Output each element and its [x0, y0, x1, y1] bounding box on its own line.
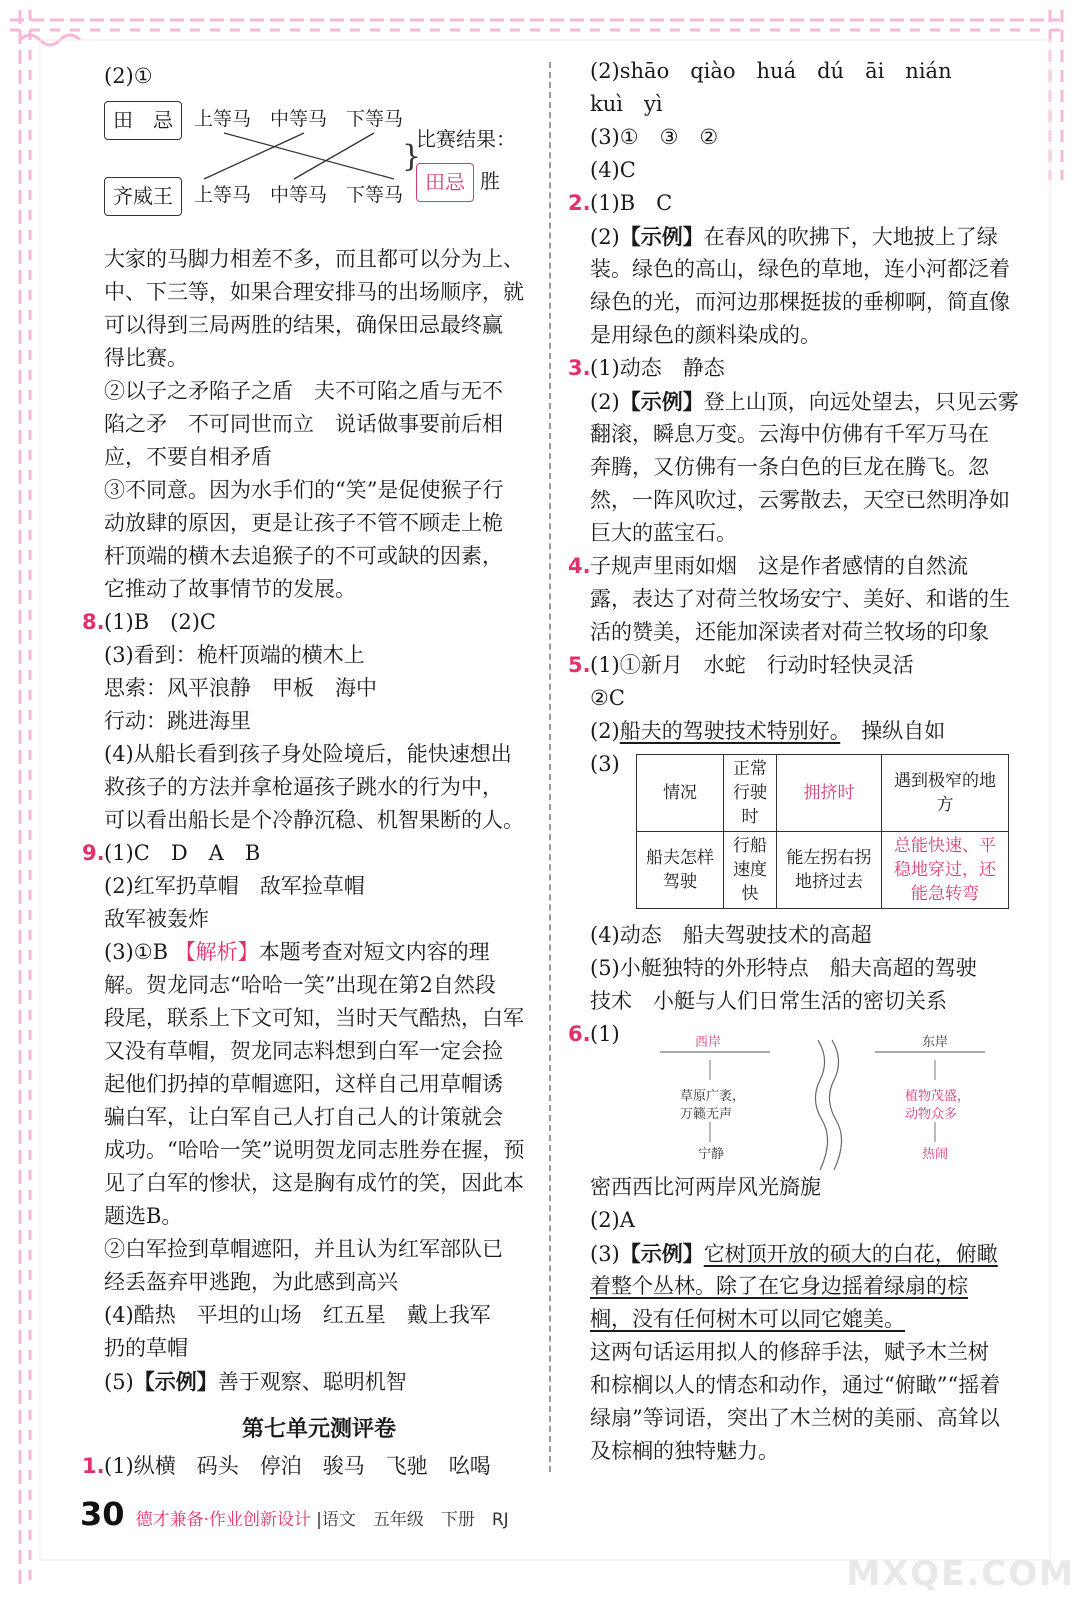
tianji-box: 田 忌 [104, 101, 182, 140]
text-line: (1)①新月 水蛇 行动时轻快灵活 [590, 653, 914, 677]
text-line: 在春风的吹拂下，大地披上了绿 [703, 225, 998, 249]
text-line: 杆顶端的横木去追猴子的不可或缺的因素， [104, 544, 503, 568]
q9-5-prefix: (5) [104, 1370, 134, 1394]
text-line: 见了白军的惨状，这是胸有成竹的笑，因此本 [104, 1171, 524, 1195]
east-word: 热闹 [922, 1147, 949, 1162]
matchup-lines [194, 129, 414, 183]
pinyin-line: (2)shāo qiào huá dú āi nián [590, 59, 952, 83]
text-line: (1)动态 静态 [590, 356, 725, 380]
question-8 [82, 606, 534, 837]
text-line: 段尾，联系上下文可知，当时天气酷热，白军 [104, 1006, 524, 1030]
tianji-horses: 上等马 中等马 下等马 [194, 108, 404, 130]
text-line: (2)A [590, 1208, 635, 1232]
text-line: (1) [590, 1022, 620, 1046]
page-footer [80, 1495, 509, 1533]
underlined-text: 它树顶开放的硕大的白花，俯瞰 [703, 1242, 998, 1266]
text-line: 和棕榈以人的情态和动作，通过“俯瞰”“摇着 [590, 1373, 1001, 1397]
text-line: 活的赞美，还能加深读者对荷兰牧场的印象 [590, 620, 989, 644]
text-line: 骗白军，让白军自己人打自己人的计策就会 [104, 1105, 503, 1129]
text-line: 思索：风平浪静 甲板 海中 [104, 676, 377, 700]
text-line: 中、下三等，如果合理安排马的出场顺序，就 [104, 280, 524, 304]
text-line: 题选B。 [104, 1204, 183, 1228]
underlined-text: 着整个丛林。除了在它身边摇着绿扇的棕 [590, 1274, 968, 1298]
q7-2-1: (2)① [104, 64, 153, 88]
text-line: 可以看出船长是个冷静沉稳、机智果断的人。 [104, 808, 524, 832]
text-line: 陷之矛 不可同世而立 说话做事要前后相 [104, 412, 503, 436]
text-line: 巨大的蓝宝石。 [590, 521, 737, 545]
example-tag: 【示例】 [133, 1369, 218, 1394]
text-line: 起他们扔掉的草帽遮阳，这样自己用草帽诱 [104, 1072, 503, 1096]
win-label: 胜 [480, 169, 500, 193]
text-line: 绿扇”等词语，突出了木兰树的美丽、高耸以 [590, 1406, 1000, 1430]
text-line: ②以子之矛陷子之盾 夫不可陷之盾与无不 [104, 379, 503, 403]
q9-3-prefix: (3)①B [104, 940, 175, 964]
qiwei-box: 齐威王 [104, 177, 182, 216]
brand-text: 德才兼备·作业创新设计 [135, 1510, 312, 1530]
west-desc: 万籁无声 [680, 1107, 733, 1122]
brace: } [402, 139, 422, 174]
table-cell: 行船速度快 [724, 832, 777, 909]
example-tag: 【示例】 [619, 389, 704, 414]
text-line: 行动：跳进海里 [104, 709, 251, 733]
question-2 [568, 187, 1027, 352]
table-cell: 能左拐右拐地挤过去 [777, 832, 882, 909]
east-bank-label: 东岸 [922, 1035, 949, 1050]
table-cell: 船夫怎样驾驶 [637, 832, 724, 909]
q7-paragraph-3 [104, 474, 534, 606]
text-line: 善于观察、聪明机智 [217, 1370, 407, 1394]
west-bank-label: 西岸 [695, 1035, 722, 1050]
horse-race-diagram [104, 93, 534, 243]
q7-paragraph-2 [104, 375, 534, 474]
text-line: 得比赛。 [104, 346, 188, 370]
text-line: (4)酷热 平坦的山场 红五星 戴上我军 [104, 1303, 491, 1327]
text-line: 登上山顶，向远处望去，只见云雾 [703, 390, 1019, 414]
text-line: (1)C D A B [104, 841, 261, 865]
prefix: (2) [590, 225, 620, 249]
text-line: 翻滚，瞬息万变。云海中仿佛有千军万马在 [590, 422, 989, 446]
text-line: 装。绿色的高山，绿色的草地，连小河都泛着 [590, 257, 1010, 281]
q5-number: 5. [568, 653, 591, 677]
east-desc: 动物众多 [905, 1107, 958, 1122]
q3-number: 3. [568, 356, 591, 380]
text-line: (1)B (2)C [104, 610, 216, 634]
text-line: 然，一阵风吹过，云雾散去，天空已然明净如 [590, 488, 1010, 512]
text-line: 敌军被轰炸 [104, 907, 209, 931]
text-line: 本题考查对短文内容的理 [258, 940, 490, 964]
text-line: (4)动态 船夫驾驶技术的高超 [590, 923, 872, 947]
underlined-text: 船夫的驾驶技术特别好。 [619, 719, 841, 743]
text-line: 这两句话运用拟人的修辞手法，赋予木兰树 [590, 1340, 989, 1364]
text-line: 它推动了故事情节的发展。 [104, 577, 356, 601]
table-cell: 遇到极窄的地方 [882, 755, 1009, 832]
prefix: (2) [590, 719, 620, 743]
text-line: 动放肆的原因，更是让孩子不管不顾走上桅 [104, 511, 503, 535]
q9-number: 9. [82, 841, 105, 865]
text-line: ②白军捡到草帽遮阳，并且认为红军部队已 [104, 1237, 503, 1261]
q6-number: 6. [568, 1022, 591, 1046]
table-cell: 总能快速、平稳地穿过，还能急转弯 [882, 832, 1009, 909]
book-meta: |语文 五年级 下册 RJ [316, 1510, 509, 1530]
text-line: (1)纵横 码头 停泊 骏马 飞驰 吆喝 [104, 1454, 491, 1478]
text-line: 成功。“哈哈一笑”说明贺龙同志胜券在握，预 [104, 1138, 525, 1162]
text-line: 绿色的光，而河边那棵挺拔的垂柳啊，简直像 [590, 290, 1010, 314]
river-banks-diagram [600, 1030, 1030, 1180]
text-line: (2)红军扔草帽 敌军捡草帽 [104, 874, 365, 898]
text-line: 操纵自如 [840, 719, 946, 743]
prefix: (3) [590, 1242, 620, 1266]
prefix: (3) [590, 752, 620, 776]
text-line: ③不同意。因为水手们的“笑”是促使猴子行 [104, 478, 504, 502]
q8-number: 8. [82, 610, 105, 634]
winner-box: 田忌 [416, 163, 474, 202]
text-line: ②C [590, 686, 625, 710]
text-line: 子规声里雨如烟 这是作者感情的自然流 [590, 554, 968, 578]
example-tag: 【示例】 [619, 224, 704, 249]
q2-number: 2. [568, 191, 591, 215]
text-line: 解。贺龙同志“哈哈一笑”出现在第2自然段 [104, 973, 496, 997]
east-desc: 植物茂盛， [905, 1089, 971, 1104]
text-line: 奔腾，又仿佛有一条白色的巨龙在腾飞。忽 [590, 455, 989, 479]
text-line: (3)看到：桅杆顶端的横木上 [104, 643, 365, 667]
section-title: 第七单元测评卷 [241, 1417, 396, 1442]
text-line: 是用绿色的颜料染成的。 [590, 323, 821, 347]
example-tag: 【示例】 [619, 1241, 704, 1266]
text-line: 经丢盔弃甲逃跑，为此感到高兴 [104, 1270, 398, 1294]
q7-paragraph-1 [104, 243, 534, 375]
west-word: 宁静 [698, 1147, 725, 1162]
text-line: 技术 小艇与人们日常生活的密切关系 [590, 989, 947, 1013]
pinyin-line: kuì yì [590, 92, 663, 116]
text-line: (4)从船长看到孩子身处险境后，能快速想出 [104, 742, 512, 766]
text-line: 及棕榈的独特魅力。 [590, 1439, 779, 1463]
q4-number: 4. [568, 554, 591, 578]
table-cell: 拥挤时 [777, 755, 882, 832]
underlined-text: 榈，没有任何树木可以同它媲美。 [590, 1307, 905, 1331]
boat-driving-table [636, 754, 1009, 909]
left-column [82, 60, 534, 1483]
text-line: (5)小艇独特的外形特点 船夫高超的驾驶 [590, 956, 977, 980]
analysis-tag: 【解析】 [174, 940, 259, 964]
result-label: 比赛结果： [416, 127, 516, 151]
text-line: 应，不要自相矛盾 [104, 445, 272, 469]
watermark: MXQE.COM [846, 1554, 1075, 1594]
q1-number: 1. [82, 1454, 105, 1478]
text-line: (4)C [590, 158, 636, 182]
text-line: 露，表达了对荷兰牧场安宁、美好、和谐的生 [590, 587, 1010, 611]
question-4 [568, 550, 1027, 649]
text-line: 大家的马脚力相差不多，而且都可以分为上、 [104, 247, 524, 271]
text-line: (1)B C [590, 191, 673, 215]
text-line: (3)① ③ ② [590, 125, 719, 149]
question-9 [82, 837, 534, 1398]
qiwei-horses: 上等马 中等马 下等马 [194, 184, 404, 206]
text-line: 扔的草帽 [104, 1336, 188, 1360]
page-number: 30 [80, 1495, 125, 1533]
text-line: 救孩子的方法并拿枪逼孩子跳水的行为中， [104, 775, 503, 799]
table-cell: 正常行驶时 [724, 755, 777, 832]
west-desc: 草原广袤， [680, 1089, 746, 1104]
text-line: 可以得到三局两胜的结果，确保田忌最终赢 [104, 313, 503, 337]
text-line: 又没有草帽，贺龙同志料想到白军一定会捡 [104, 1039, 503, 1063]
column-divider [549, 62, 551, 1472]
table-cell: 情况 [637, 755, 724, 832]
prefix: (2) [590, 390, 620, 414]
question-3 [568, 352, 1027, 550]
text-line: 密西西比河两岸风光旖旎 [590, 1175, 821, 1199]
